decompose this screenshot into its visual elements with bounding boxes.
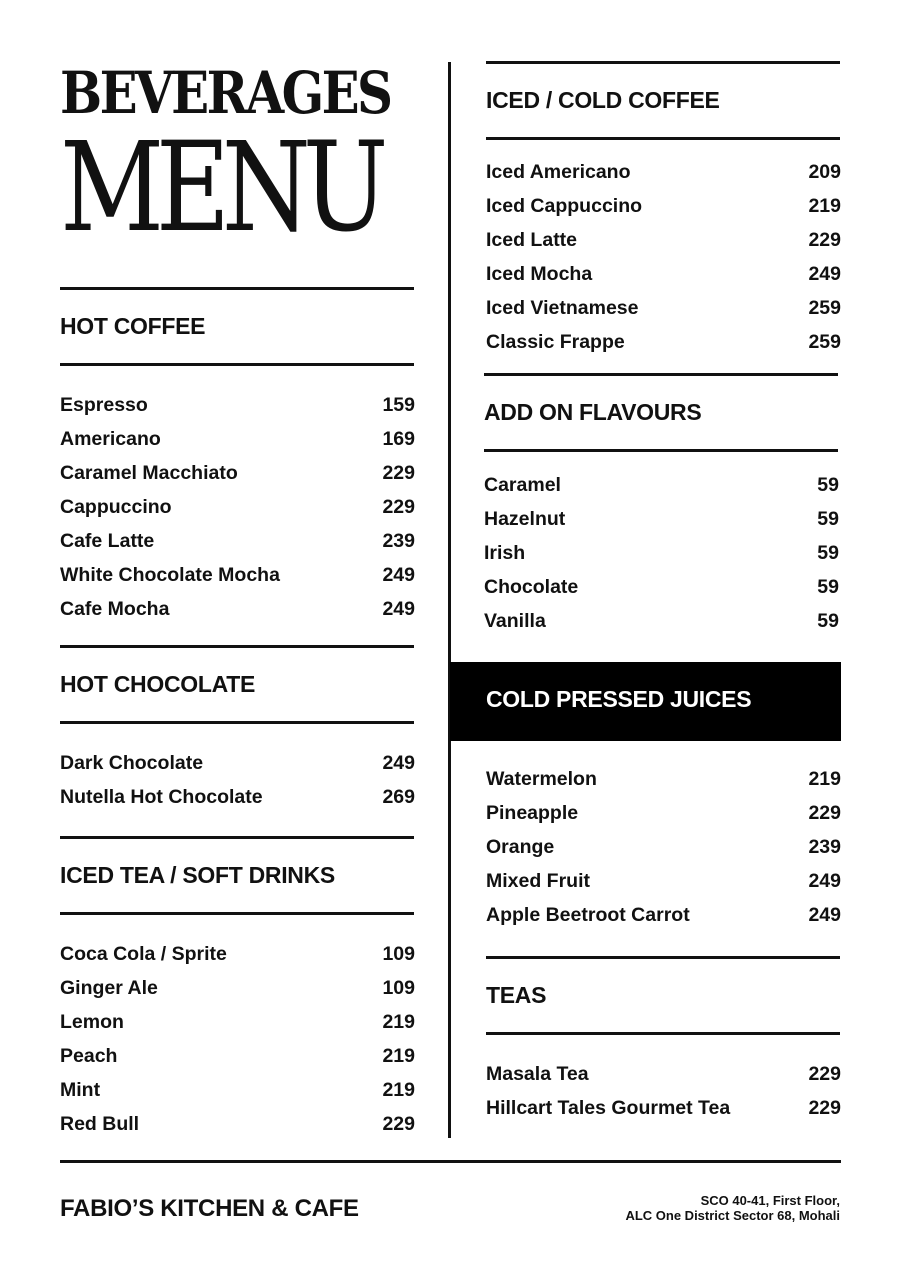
menu-item-price: 229 — [808, 1063, 841, 1085]
menu-item-price: 249 — [808, 263, 841, 285]
menu-item-row — [60, 490, 415, 524]
menu-item-name: Cappuccino — [60, 496, 172, 518]
menu-item-price: 59 — [817, 508, 839, 530]
menu-item-row — [486, 155, 841, 189]
menu-item-row — [486, 1057, 841, 1091]
menu-item-row — [60, 524, 415, 558]
menu-title-menu: MENU — [60, 116, 381, 260]
menu-item-name: Iced Mocha — [486, 263, 593, 285]
menu-item-price: 249 — [382, 598, 415, 620]
menu-item-price: 239 — [808, 836, 841, 858]
menu-item-price: 59 — [817, 542, 839, 564]
menu-item-price: 169 — [382, 428, 415, 450]
divider — [486, 137, 840, 140]
menu-item-name: Vanilla — [484, 610, 546, 632]
menu-item-row — [484, 570, 839, 604]
divider — [60, 645, 414, 648]
menu-item-name: Caramel — [484, 474, 561, 496]
menu-item-row — [486, 257, 841, 291]
menu-item-price: 219 — [808, 768, 841, 790]
menu-item-row — [60, 1073, 415, 1107]
divider — [60, 912, 414, 915]
menu-item-price: 229 — [808, 802, 841, 824]
divider — [486, 61, 840, 64]
menu-item-name: Iced Cappuccino — [486, 195, 643, 217]
menu-item-name: Hazelnut — [484, 508, 566, 530]
section-title-teas: TEAS — [486, 982, 547, 1008]
menu-item-row — [486, 830, 841, 864]
menu-item-price: 109 — [382, 943, 415, 965]
menu-item-price: 239 — [382, 530, 415, 552]
menu-item-name: Dark Chocolate — [60, 752, 204, 774]
menu-item-price: 219 — [382, 1011, 415, 1033]
menu-item-price: 59 — [817, 576, 839, 598]
menu-item-row — [484, 468, 839, 502]
menu-item-name: Iced Latte — [486, 229, 578, 251]
section-title-iced-coffee: ICED / COLD COFFEE — [486, 87, 720, 113]
menu-item-price: 159 — [382, 394, 415, 416]
menu-item-name: Iced Vietnamese — [486, 297, 639, 319]
footer-divider — [60, 1160, 841, 1163]
menu-title-beverages: BEVERAGES — [60, 59, 391, 127]
menu-item-name: Cafe Latte — [60, 530, 155, 552]
menu-item-name: Orange — [486, 836, 555, 858]
divider — [484, 373, 838, 376]
menu-item-row — [486, 1091, 841, 1125]
menu-item-row — [60, 937, 415, 971]
footer-cafe-name: FABIO’S KITCHEN & CAFE — [60, 1195, 359, 1222]
menu-item-row — [60, 456, 415, 490]
menu-item-price: 229 — [808, 229, 841, 251]
menu-item-row — [486, 898, 841, 932]
menu-item-name: Apple Beetroot Carrot — [486, 904, 690, 926]
divider — [60, 363, 414, 366]
menu-item-name: Pineapple — [486, 802, 579, 824]
menu-item-row — [486, 762, 841, 796]
menu-item-row — [484, 536, 839, 570]
menu-item-price: 259 — [808, 331, 841, 353]
menu-item-price: 209 — [808, 161, 841, 183]
column-divider — [448, 62, 451, 1138]
menu-item-price: 249 — [382, 564, 415, 586]
section-title-hot-coffee: HOT COFFEE — [60, 313, 206, 339]
menu-item-row — [486, 223, 841, 257]
menu-item-row — [486, 796, 841, 830]
menu-item-name: Mixed Fruit — [486, 870, 591, 892]
menu-item-name: Espresso — [60, 394, 148, 416]
menu-item-row — [60, 1005, 415, 1039]
menu-item-row — [60, 1107, 415, 1141]
menu-item-price: 219 — [808, 195, 841, 217]
divider — [60, 721, 414, 724]
menu-item-price: 249 — [808, 870, 841, 892]
menu-item-name: Caramel Macchiato — [60, 462, 238, 484]
divider — [486, 1032, 840, 1035]
menu-item-price: 219 — [382, 1045, 415, 1067]
menu-item-name: Coca Cola / Sprite — [60, 943, 227, 965]
menu-item-name: Masala Tea — [486, 1063, 589, 1085]
menu-item-name: Nutella Hot Chocolate — [60, 786, 263, 808]
divider — [60, 287, 414, 290]
section-title-iced-tea: ICED TEA / SOFT DRINKS — [60, 862, 335, 888]
divider — [484, 449, 838, 452]
footer-address — [625, 1193, 840, 1223]
menu-item-row — [60, 388, 415, 422]
section-title-hot-chocolate: HOT CHOCOLATE — [60, 671, 255, 697]
section-title-juices: COLD PRESSED JUICES — [486, 686, 752, 712]
menu-item-name: Chocolate — [484, 576, 579, 598]
menu-item-row — [60, 1039, 415, 1073]
menu-item-price: 109 — [382, 977, 415, 999]
menu-item-price: 219 — [382, 1079, 415, 1101]
section-title-add-on: ADD ON FLAVOURS — [484, 399, 702, 425]
menu-item-price: 229 — [382, 462, 415, 484]
menu-item-name: Cafe Mocha — [60, 598, 170, 620]
menu-item-row — [60, 971, 415, 1005]
menu-item-name: Lemon — [60, 1011, 124, 1033]
menu-item-name: Ginger Ale — [60, 977, 158, 999]
menu-item-row — [486, 291, 841, 325]
divider — [60, 836, 414, 839]
menu-item-name: Mint — [60, 1079, 101, 1101]
menu-item-price: 259 — [808, 297, 841, 319]
menu-item-row — [486, 325, 841, 359]
footer-address-line2: ALC One District Sector 68, Mohali — [625, 1208, 840, 1223]
menu-item-price: 249 — [382, 752, 415, 774]
menu-item-row — [60, 592, 415, 626]
menu-item-name: Red Bull — [60, 1113, 140, 1135]
menu-item-name: Classic Frappe — [486, 331, 625, 353]
menu-item-price: 229 — [808, 1097, 841, 1119]
divider — [486, 956, 840, 959]
menu-item-name: Americano — [60, 428, 161, 450]
menu-item-price: 249 — [808, 904, 841, 926]
menu-item-row — [60, 780, 415, 814]
menu-item-price: 269 — [382, 786, 415, 808]
menu-item-name: White Chocolate Mocha — [60, 564, 280, 586]
juices-header-band — [450, 662, 841, 741]
menu-item-row — [60, 558, 415, 592]
menu-item-row — [486, 189, 841, 223]
menu-item-name: Hillcart Tales Gourmet Tea — [486, 1097, 731, 1119]
menu-item-name: Watermelon — [486, 768, 597, 790]
menu-item-price: 59 — [817, 610, 839, 632]
menu-item-row — [486, 864, 841, 898]
menu-item-row — [60, 422, 415, 456]
menu-item-price: 229 — [382, 1113, 415, 1135]
footer-address-line1: SCO 40-41, First Floor, — [700, 1193, 840, 1208]
menu-item-name: Iced Americano — [486, 161, 631, 183]
menu-item-row — [484, 502, 839, 536]
menu-item-name: Irish — [484, 542, 526, 564]
menu-item-price: 229 — [382, 496, 415, 518]
menu-item-price: 59 — [817, 474, 839, 496]
menu-item-name: Peach — [60, 1045, 118, 1067]
menu-item-row — [60, 746, 415, 780]
menu-item-row — [484, 604, 839, 638]
